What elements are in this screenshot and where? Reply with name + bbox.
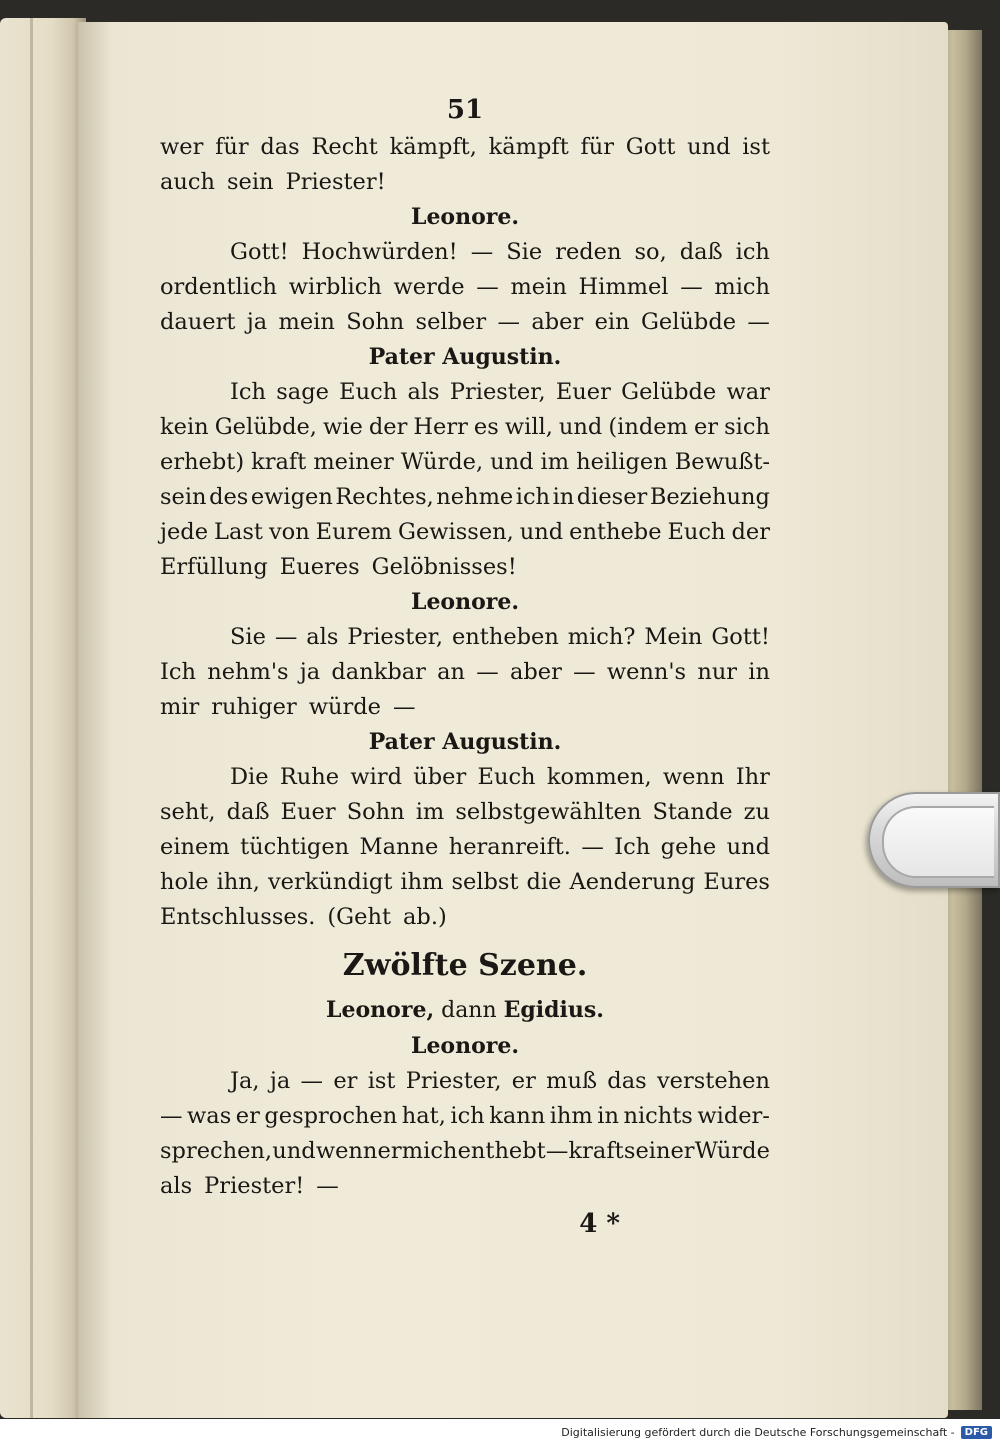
speaker-name: Leonore. (410, 204, 520, 230)
word: ja (299, 659, 321, 685)
word: Ich (614, 834, 651, 860)
word: Gott! (711, 624, 770, 650)
text-line (160, 270, 770, 305)
word: wie (323, 414, 363, 440)
word: sage (276, 379, 329, 405)
scene-person-leonore: Leonore, (326, 997, 435, 1023)
word: werde (393, 274, 465, 300)
word: und (726, 834, 770, 860)
word: kraft (568, 1138, 624, 1164)
word: im (415, 799, 445, 825)
word: des (209, 484, 249, 510)
word: — (274, 624, 298, 650)
footer-credit: Digitalisierung gefördert durch die Deutsche Forschungsgemeinschaft - (561, 1425, 955, 1439)
word: — (497, 309, 520, 335)
word: Sie (230, 624, 266, 650)
text-line (160, 655, 770, 690)
text-line (160, 515, 770, 550)
word: und (687, 134, 731, 160)
word: Stande (652, 799, 733, 825)
word: als (407, 379, 440, 405)
text-line (160, 865, 770, 900)
text-line (160, 480, 770, 515)
word: einem (160, 834, 230, 860)
word: Bewußt- (674, 449, 770, 475)
word: gehe (660, 834, 717, 860)
word: Eurem (315, 519, 392, 545)
word: dauert (160, 309, 236, 335)
word: verkündigt (267, 869, 393, 895)
word: sein (227, 169, 274, 195)
word: Ihr (735, 764, 770, 790)
word: er (377, 1138, 402, 1164)
word: ihm (549, 1103, 593, 1129)
word: ein (594, 309, 630, 335)
text-line (160, 830, 770, 865)
word: muß (546, 1068, 598, 1094)
word: kommen, (546, 764, 652, 790)
word: (indem (608, 414, 688, 440)
word: ja (269, 1068, 291, 1094)
word: kann (489, 1103, 546, 1129)
word: meiner (313, 449, 394, 475)
word: Sohn (346, 309, 405, 335)
word: kämpft (488, 134, 569, 160)
word: daß (679, 239, 723, 265)
word: er (693, 414, 719, 440)
word: Euch (667, 519, 726, 545)
word: der (731, 519, 770, 545)
word: dankbar (331, 659, 426, 685)
word: würde (308, 694, 381, 720)
word: an (437, 659, 466, 685)
word: heiligen (576, 449, 668, 475)
word: Euch (339, 379, 398, 405)
word: Eures (703, 869, 770, 895)
word: Gelübde (621, 379, 717, 405)
word: in (552, 484, 575, 510)
word: die (526, 869, 562, 895)
digitization-footer (0, 1419, 1000, 1445)
word: Rechtes, (335, 484, 434, 510)
scene-persons (160, 991, 770, 1029)
word: hat, (401, 1103, 446, 1129)
word: aber (531, 309, 584, 335)
word: Erfüllung (160, 554, 268, 580)
speaker-name: Pater Augustin. (368, 344, 562, 370)
word: kraft (251, 449, 307, 475)
word: kein (160, 414, 209, 440)
word: daß (226, 799, 270, 825)
word: als (306, 624, 339, 650)
word: Aenderung (569, 869, 696, 895)
word: was (187, 1103, 232, 1129)
word: ihm (400, 869, 444, 895)
word: — (573, 659, 596, 685)
word: — (747, 309, 770, 335)
word: zu (743, 799, 770, 825)
word: ist (367, 1068, 396, 1094)
word: und (272, 1138, 316, 1164)
word: — (476, 274, 499, 300)
text-line (160, 1169, 770, 1204)
scene-person-egidius: Egidius. (503, 997, 604, 1023)
word: erhebt) (160, 449, 245, 475)
scene-persons-connector: dann (441, 998, 497, 1023)
text-line (160, 795, 770, 830)
text-line (160, 235, 770, 270)
word: und (558, 414, 603, 440)
word: entheben (451, 624, 559, 650)
word: für (215, 134, 249, 160)
word: Recht (311, 134, 378, 160)
word: mir (160, 694, 200, 720)
word: Herr (413, 414, 468, 440)
word: wenn's (606, 659, 687, 685)
word: mein (510, 274, 567, 300)
word: — (316, 1173, 339, 1199)
word: Ich (230, 379, 266, 405)
word: hole (160, 869, 209, 895)
scene-title: Zwölfte Szene. (342, 948, 588, 983)
word: sich (724, 414, 770, 440)
word: tüchtigen (240, 834, 350, 860)
word: enthebt (457, 1138, 546, 1164)
word: — (392, 694, 416, 720)
word: jede (160, 519, 209, 545)
word: im (540, 449, 570, 475)
word: mich (401, 1138, 458, 1164)
word: der (368, 414, 408, 440)
word: für (580, 134, 615, 160)
word: verstehen (656, 1068, 770, 1094)
word: von (268, 519, 310, 545)
word: sein (160, 484, 207, 510)
word: Euer (280, 799, 336, 825)
word: Himmel (578, 274, 669, 300)
word: Priester, (347, 624, 444, 650)
signature-mark: 4 * (579, 1209, 620, 1239)
word: mein (278, 309, 335, 335)
word: nehme (436, 484, 514, 510)
word: als (160, 1173, 193, 1199)
text-line (160, 1134, 770, 1169)
word: er (511, 1068, 536, 1094)
word: ewigen (250, 484, 333, 510)
word: — (680, 274, 703, 300)
dialogue-block-2 (160, 1029, 770, 1204)
word: Mein (644, 624, 703, 650)
word: ordentlich (160, 274, 278, 300)
word: — (581, 834, 604, 860)
word: ich (735, 239, 770, 265)
word: kämpft, (389, 134, 477, 160)
word: Gelöbnisses! (371, 554, 517, 580)
word: in (748, 659, 770, 685)
word: das (260, 134, 300, 160)
word: Würde (694, 1138, 770, 1164)
word: selbstgewählten (455, 799, 642, 825)
word: Euch (477, 764, 536, 790)
word: ja (246, 309, 268, 335)
word: sprechen, (160, 1138, 273, 1164)
word: mich (714, 274, 770, 300)
word: wirblich (288, 274, 382, 300)
word: auch (160, 169, 215, 195)
word: Ja, (230, 1068, 260, 1094)
word: seht, (160, 799, 216, 825)
word: und (490, 449, 534, 475)
word: Priester, (449, 379, 546, 405)
word: Ich (160, 659, 196, 685)
word: — (470, 239, 494, 265)
word: Die (230, 764, 269, 790)
word: mich? (567, 624, 636, 650)
word: Entschlusses. (160, 904, 316, 930)
text-line (160, 760, 770, 795)
page-clip (868, 792, 1000, 888)
word: will, (504, 414, 553, 440)
word: nehm's (207, 659, 289, 685)
word: — (300, 1068, 324, 1094)
word: ruhiger (211, 694, 297, 720)
word: Gewissen, (397, 519, 514, 545)
speaker-name: Leonore. (410, 589, 520, 615)
word: ich (450, 1103, 485, 1129)
text-line (160, 165, 770, 200)
word: wenn (662, 764, 725, 790)
word: enthebe (569, 519, 662, 545)
word: und (519, 519, 564, 545)
word: in (597, 1103, 619, 1129)
text-line (160, 550, 770, 585)
word: über (413, 764, 467, 790)
word: wider- (697, 1103, 770, 1129)
word: Eueres (279, 554, 360, 580)
word: ich (515, 484, 551, 510)
word: das (607, 1068, 647, 1094)
word: — (476, 659, 499, 685)
word: Last (214, 519, 263, 545)
word: selber (415, 309, 487, 335)
word: Gott (625, 134, 676, 160)
word: nur (697, 659, 738, 685)
word: ist (742, 134, 770, 160)
word: es (473, 414, 499, 440)
word: Priester, (405, 1068, 502, 1094)
facing-page-edge (0, 18, 86, 1418)
word: Priester! (285, 169, 386, 195)
word: (Geht (327, 904, 391, 930)
word: gesprochen (264, 1103, 398, 1129)
word: wird (350, 764, 402, 790)
word: seiner (623, 1138, 695, 1164)
text-line (160, 375, 770, 410)
word: selbst (451, 869, 519, 895)
word: war (726, 379, 770, 405)
word: Ruhe (279, 764, 340, 790)
word: er (235, 1103, 260, 1129)
text-line (160, 410, 770, 445)
word: Gott! (230, 239, 289, 265)
word: so, (634, 239, 667, 265)
word: Beziehung (649, 484, 770, 510)
text-line (160, 1064, 770, 1099)
word: ihn, (216, 869, 260, 895)
speaker-name: Pater Augustin. (368, 729, 562, 755)
dialogue-block-1 (160, 130, 770, 935)
text-line (160, 620, 770, 655)
text-line (160, 445, 770, 480)
word: Sie (506, 239, 543, 265)
text-line (160, 130, 770, 165)
word: Manne (359, 834, 439, 860)
word: Gelübde, (214, 414, 317, 440)
word: ab.) (403, 904, 447, 930)
text-line (160, 690, 770, 725)
word: Würde, (400, 449, 484, 475)
word: Gelübde (640, 309, 737, 335)
word: Priester! (204, 1173, 305, 1199)
word: nichts (623, 1103, 693, 1129)
word: wenn (315, 1138, 378, 1164)
word: — (160, 1103, 183, 1129)
text-line (160, 305, 770, 340)
word: — (545, 1138, 569, 1164)
word: Sohn (346, 799, 405, 825)
speaker-name: Leonore. (410, 1033, 520, 1059)
word: dieser (576, 484, 648, 510)
word: wer (160, 134, 204, 160)
text-line (160, 900, 770, 935)
word: Hochwürden! (301, 239, 458, 265)
word: er (333, 1068, 358, 1094)
word: aber (509, 659, 562, 685)
text-line (160, 1099, 770, 1134)
page-number: 51 (446, 95, 484, 125)
word: reden (555, 239, 622, 265)
word: Euer (555, 379, 611, 405)
dfg-logo: DFG (961, 1426, 992, 1439)
word: heranreift. (448, 834, 571, 860)
page-text (160, 90, 770, 1244)
